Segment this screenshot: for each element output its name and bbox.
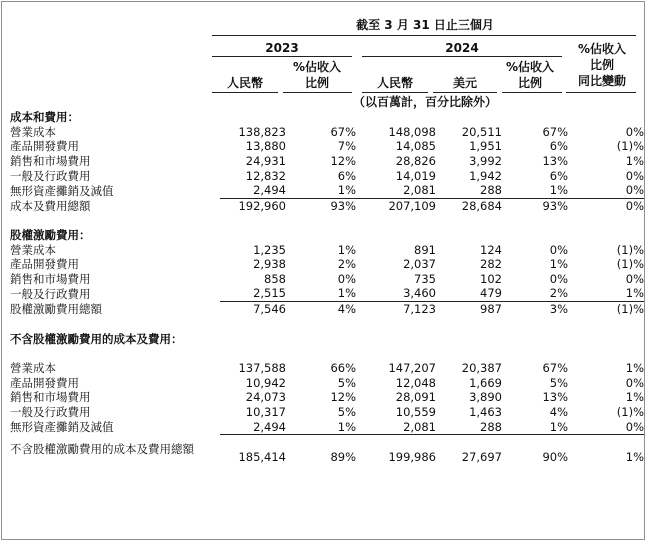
cell-2024-rmb: 28,091 [395, 390, 436, 405]
cell-2024-usd: 102 [480, 271, 502, 286]
col-yoy-header-line2: 比例 [589, 58, 614, 72]
col-yoy-header-line3: 同比變動 [577, 74, 626, 88]
empty-cell [286, 331, 356, 361]
empty-cell [286, 110, 356, 125]
empty-cell [436, 228, 502, 243]
section-title: 股權激勵費用： [10, 228, 91, 243]
cell-2023-pct: 1% [337, 286, 356, 301]
cell-2024-usd: 1,942 [469, 168, 502, 183]
total-yoy-change: (1)% [568, 301, 644, 316]
table-row [10, 257, 644, 272]
total-2023-rmb: 7,546 [220, 301, 286, 316]
row-label: 產品開發費用 [10, 375, 79, 390]
empty-cell [568, 110, 644, 125]
period-header: 截至 3 月 31 日止三個月 [356, 18, 494, 32]
cell-yoy-change: (1)% [616, 139, 644, 154]
cell-2024-usd: 282 [480, 257, 502, 272]
empty-cell [502, 228, 568, 243]
table-row [10, 405, 644, 420]
cell-2023-rmb: 2,938 [253, 257, 286, 272]
total-yoy-change: 1% [568, 434, 644, 464]
cell-2023-rmb: 24,073 [245, 390, 286, 405]
row-label: 無形資產攤銷及減值 [10, 419, 114, 434]
cell-2024-usd: 1,463 [469, 404, 502, 419]
total-yoy-change: 0% [568, 198, 644, 213]
row-label: 營業成本 [10, 124, 56, 139]
cell-yoy-change: 0% [625, 183, 644, 198]
total-2024-usd: 27,697 [436, 434, 502, 464]
total-2024-usd: 987 [436, 301, 502, 316]
cell-yoy-change: 0% [625, 271, 644, 286]
cell-2023-rmb: 10,317 [245, 404, 286, 419]
total-2024-pct: 3% [502, 301, 568, 316]
col-underline [502, 92, 562, 93]
cell-2024-pct: 0% [549, 271, 568, 286]
empty-cell [356, 228, 436, 243]
total-2023-pct: 4% [286, 301, 356, 316]
cell-2024-pct: 13% [542, 154, 568, 169]
section-spacer [10, 316, 644, 331]
total-row [10, 198, 644, 213]
cell-2023-rmb: 2,515 [253, 286, 286, 301]
cell-2023-rmb: 24,931 [245, 154, 286, 169]
row-label: 銷售和市場費用 [10, 154, 91, 169]
cell-2024-pct: 1% [549, 183, 568, 198]
cell-2024-usd: 3,890 [469, 390, 502, 405]
total-2023-rmb: 192,960 [220, 198, 286, 213]
cell-yoy-change: 0% [625, 419, 644, 434]
cell-yoy-change: 1% [625, 286, 644, 301]
total-row [10, 301, 644, 316]
total-row [10, 434, 644, 464]
cell-yoy-change: (1)% [616, 257, 644, 272]
row-label: 銷售和市場費用 [10, 271, 91, 286]
col-underline [362, 92, 428, 93]
row-label: 營業成本 [10, 361, 56, 376]
col-yoy-header-line1: %佔收入 [577, 42, 627, 56]
empty-cell [220, 110, 286, 125]
col-2023-pct-header-line1: %佔收入 [292, 60, 342, 74]
cell-2024-rmb: 148,098 [388, 124, 436, 139]
table-row [10, 361, 644, 376]
cell-yoy-change: 0% [625, 168, 644, 183]
cell-2023-rmb: 138,823 [238, 124, 286, 139]
cell-2024-rmb: 3,460 [403, 286, 436, 301]
empty-cell [286, 228, 356, 243]
total-2023-pct: 93% [286, 198, 356, 213]
cell-2024-rmb: 28,826 [395, 154, 436, 169]
cell-2024-rmb: 14,019 [395, 168, 436, 183]
cell-yoy-change: 0% [625, 375, 644, 390]
table-row [10, 419, 644, 434]
row-label: 產品開發費用 [10, 139, 79, 154]
cell-2024-pct: 0% [549, 242, 568, 257]
cell-2023-rmb: 12,832 [245, 168, 286, 183]
table-row [10, 272, 644, 287]
cell-2024-pct: 13% [542, 390, 568, 405]
total-2024-usd: 28,684 [436, 198, 502, 213]
empty-cell [568, 228, 644, 243]
col-underline [283, 92, 352, 93]
cell-2024-usd: 288 [480, 419, 502, 434]
cell-2024-pct: 5% [549, 375, 568, 390]
table-row [10, 376, 644, 391]
table-row [10, 154, 644, 169]
row-label: 一般及行政費用 [10, 286, 91, 301]
table-row [10, 183, 644, 198]
total-2023-pct: 89% [286, 434, 356, 464]
cell-2023-pct: 1% [337, 242, 356, 257]
cell-2023-pct: 5% [337, 404, 356, 419]
year-2024-header: 2024 [445, 41, 479, 55]
cell-yoy-change: 1% [625, 361, 644, 376]
cell-2023-pct: 66% [330, 361, 356, 376]
row-label: 銷售和市場費用 [10, 390, 91, 405]
total-2024-pct: 90% [502, 434, 568, 464]
total-2024-rmb: 207,109 [356, 198, 436, 213]
empty-cell [502, 110, 568, 125]
cell-2023-rmb: 2,494 [253, 183, 286, 198]
cell-2023-pct: 12% [330, 154, 356, 169]
col-2024-pct-header-line2: 比例 [517, 76, 542, 90]
cell-yoy-change: 0% [625, 124, 644, 139]
cell-2023-rmb: 1,235 [253, 242, 286, 257]
spacer-cell [10, 213, 644, 228]
cell-2024-pct: 1% [549, 257, 568, 272]
cell-2023-pct: 2% [337, 257, 356, 272]
year-2024-rule [362, 56, 562, 57]
col-underline [566, 92, 636, 93]
cell-2024-pct: 67% [542, 361, 568, 376]
cell-2023-rmb: 10,942 [245, 375, 286, 390]
cell-2023-pct: 0% [337, 271, 356, 286]
col-2024-pct-header-line1: %佔收入 [505, 60, 555, 74]
total-2024-pct: 93% [502, 198, 568, 213]
total-label: 不含股權激勵費用的成本及費用總額 [10, 442, 194, 457]
cell-2024-usd: 3,992 [469, 154, 502, 169]
total-2024-rmb: 7,123 [356, 301, 436, 316]
cell-2024-pct: 6% [549, 139, 568, 154]
cell-2024-usd: 479 [480, 286, 502, 301]
cell-2024-rmb: 2,081 [403, 419, 436, 434]
year-2023-rule [212, 56, 352, 57]
cell-2023-pct: 67% [330, 124, 356, 139]
financial-table [10, 110, 644, 464]
cell-yoy-change: 1% [625, 390, 644, 405]
row-label: 營業成本 [10, 242, 56, 257]
cell-yoy-change: 1% [625, 154, 644, 169]
empty-cell [356, 331, 436, 361]
cell-2024-rmb: 12,048 [395, 375, 436, 390]
cell-2024-pct: 1% [549, 419, 568, 434]
cell-2023-rmb: 13,880 [245, 139, 286, 154]
total-label: 成本及費用總額 [10, 198, 91, 213]
cell-yoy-change: (1)% [616, 242, 644, 257]
table-row [10, 168, 644, 183]
cell-2023-pct: 6% [337, 168, 356, 183]
row-label: 一般及行政費用 [10, 168, 91, 183]
cell-2024-rmb: 147,207 [388, 361, 436, 376]
spacer-cell [10, 316, 644, 331]
cell-2024-usd: 1,951 [469, 139, 502, 154]
cell-2024-usd: 20,387 [461, 361, 502, 376]
cell-2023-pct: 1% [337, 183, 356, 198]
empty-cell [356, 110, 436, 125]
cell-2024-pct: 6% [549, 168, 568, 183]
col-2024-usd-header: 美元 [452, 76, 477, 90]
empty-cell [502, 331, 568, 361]
cell-2024-pct: 67% [542, 124, 568, 139]
cell-2023-pct: 12% [330, 390, 356, 405]
cell-2024-rmb: 2,037 [403, 257, 436, 272]
row-label: 一般及行政費用 [10, 404, 91, 419]
table-row [10, 242, 644, 257]
section-header-row [10, 228, 644, 243]
cell-2024-rmb: 735 [414, 271, 436, 286]
table-row [10, 125, 644, 140]
section-title: 成本和費用： [10, 110, 79, 125]
cell-2024-usd: 1,669 [469, 375, 502, 390]
cell-2023-rmb: 137,588 [238, 361, 286, 376]
cell-2024-usd: 20,511 [461, 124, 502, 139]
cell-2024-pct: 2% [549, 286, 568, 301]
cell-2023-pct: 1% [337, 419, 356, 434]
empty-cell [568, 331, 644, 361]
cell-2024-usd: 288 [480, 183, 502, 198]
col-underline [212, 92, 278, 93]
section-header-row [10, 110, 644, 125]
cell-yoy-change: (1)% [616, 404, 644, 419]
row-label: 產品開發費用 [10, 257, 79, 272]
empty-cell [436, 331, 502, 361]
cell-2024-rmb: 2,081 [403, 183, 436, 198]
section-spacer [10, 213, 644, 228]
table-row [10, 390, 644, 405]
total-label: 股權激勵費用總額 [10, 301, 102, 316]
cell-2024-pct: 4% [549, 404, 568, 419]
col-2024-rmb-header: 人民幣 [376, 76, 413, 90]
cell-2024-rmb: 14,085 [395, 139, 436, 154]
empty-cell [220, 228, 286, 243]
row-label: 無形資產攤銷及減值 [10, 183, 114, 198]
year-2023-header: 2023 [265, 41, 299, 55]
total-2024-rmb: 199,986 [356, 434, 436, 464]
cell-2023-pct: 5% [337, 375, 356, 390]
col-2023-pct-header-line2: 比例 [304, 76, 329, 90]
cell-2024-usd: 124 [480, 242, 502, 257]
cell-2023-rmb: 858 [264, 271, 286, 286]
table-row [10, 286, 644, 301]
section-header-row [10, 331, 644, 361]
period-rule [212, 35, 636, 36]
cell-2024-rmb: 10,559 [395, 404, 436, 419]
empty-cell [436, 110, 502, 125]
table-row [10, 139, 644, 154]
total-2023-rmb: 185,414 [220, 434, 286, 464]
col-2023-rmb-header: 人民幣 [226, 76, 263, 90]
empty-cell [220, 331, 286, 361]
cell-2023-rmb: 2,494 [253, 419, 286, 434]
cell-2023-pct: 7% [337, 139, 356, 154]
cell-2024-rmb: 891 [414, 242, 436, 257]
col-underline [433, 92, 497, 93]
section-title: 不含股權激勵費用的成本及費用： [10, 331, 183, 346]
units-note: （以百萬計，百分比除外） [352, 95, 497, 109]
